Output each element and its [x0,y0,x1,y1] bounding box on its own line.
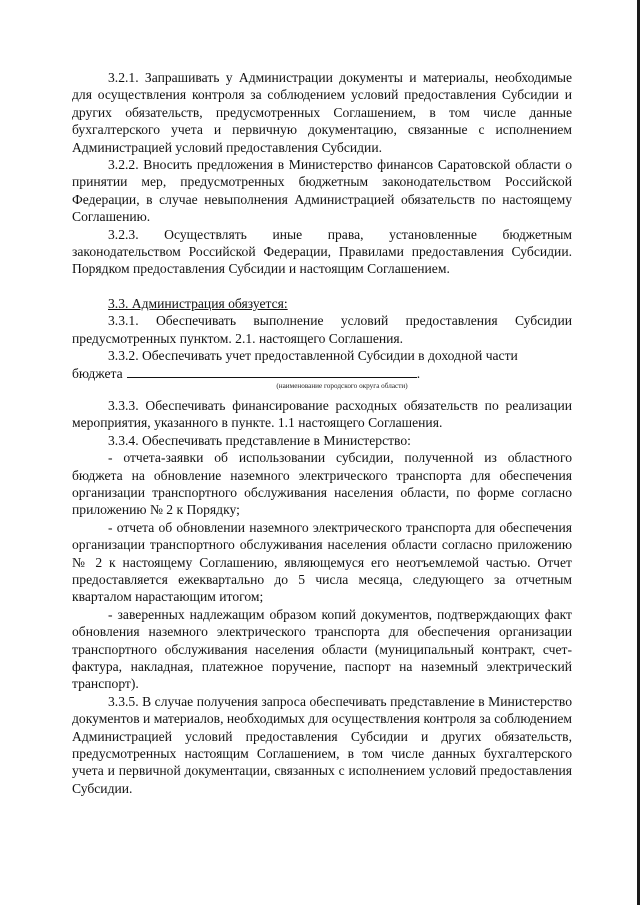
paragraph-3-3-1: 3.3.1. Обеспечивать выполнение условий предоставления Субсидии предусмотренных пунктом. 2.1. настоящего Соглашения. [72,313,572,346]
list-item-update-report: - отчета об обновлении наземного электрического транспорта для обеспечения организации транспортного обслуживания населения области согласно приложению № 2 к настоящему Соглашению, являющемуся его неотъемлемой частью. Отчет предоставляется ежеквартально до 5 числа месяца, следующего за отчетным кварталом нарастающим итогом; [72,519,572,605]
budget-label: бюджета [72,365,123,381]
paragraph-3-3-3: 3.3.3. Обеспечивать финансирование расходных обязательств по реализации мероприятия, указанного в пункте. 1.1 настоящего Соглашения. [72,397,572,431]
document-body [72,69,572,797]
list-item-certified-copies: - заверенных надлежащим образом копий документов, подтверждающих факт обновления наземного электрического транспорта для обеспечения организации транспортного обслуживания населения области (муниципальный контракт, счет-фактура, накладная, платежное поручение, паспорт на наземный электрический транспорт). [72,606,572,692]
paragraph-3-2-2: 3.2.2. Вносить предложения в Министерство финансов Саратовской области о принятии мер, предусмотренных бюджетным законодательством Российской Федерации, в случае невыполнения Администрацией обязательств по настоящему Соглашению. [72,157,572,225]
paragraph-3-3-5: 3.3.5. В случае получения запроса обеспечивать представление в Министерство документов и материалов, необходимых для осуществления контроля за соблюдением Администрацией условий предоставления Субсидии и других обязательств, предусмотренных настоящим Соглашением, в том числе данных бухгалтерского учета и первичной документации, связанных с исполнением условий предоставления Субсидии. [72,693,572,796]
list-item-report-request: - отчета-заявки об использовании субсидии, полученной из областного бюджета на обновление наземного электрического транспорта для обеспечения организации транспортного обслуживания населения области, по форме согласно приложению № 2 к Порядку; [72,450,572,518]
budget-line [72,365,572,382]
paragraph-3-2-3: 3.2.3. Осуществлять иные права, установленные бюджетным законодательством Российской Федерации, Правилами предоставления Субсидии. Порядком предоставления Субсидии и настоящим Соглашением. [72,226,572,277]
section-heading-3-3 [72,295,572,312]
budget-caption: (наименование городского округа области) [276,381,408,390]
budget-period: . [416,365,421,381]
paragraph-3-2-1: 3.2.1. Запрашивать у Администрации документы и материалы, необходимые для осуществления контроля за соблюдением условий предоставления Субсидии и других обязательств, предусмотренных Соглашением, в том числе данные бухгалтерского учета и первичную документацию, связанные с исполнением Администрацией условий предоставления Субсидии. [72,70,572,155]
paragraph-3-3-4: 3.3.4. Обеспечивать представление в Министерство: [108,432,411,448]
section-gap [72,278,572,295]
paragraph-3-3-2: 3.3.2. Обеспечивать учет предоставленной Субсидии в доходной части [108,348,518,364]
section-heading-text: 3.3. Администрация обязуется: [108,295,288,311]
budget-blank-line [127,365,417,378]
